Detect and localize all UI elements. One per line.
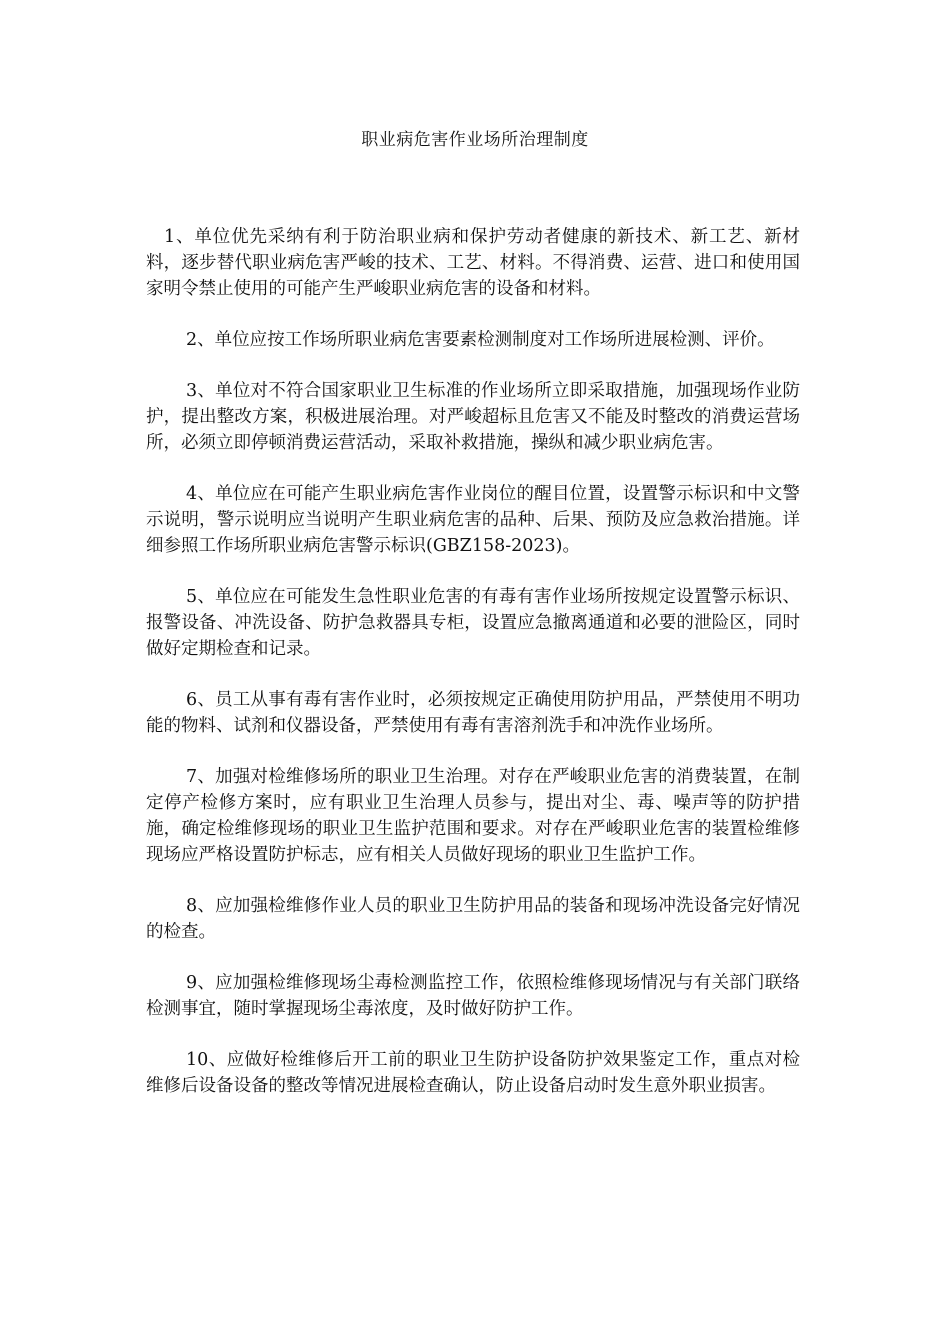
paragraph-10: 10、应做好检维修后开工前的职业卫生防护设备防护效果鉴定工作，重点对检维修后设备设备的整改等情况进展检查确认，防止设备启动时发生意外职业损害。 bbox=[146, 1050, 800, 1096]
paragraph-1: 1、单位优先采纳有利于防治职业病和保护劳动者健康的新技术、新工艺、新材料，逐步替代职业病危害严峻的技术、工艺、材料。不得消费、运营、进口和使用国家明令禁止使用的可能产生严峻职业病危害的设备和材料。 bbox=[146, 227, 800, 299]
document-title: 职业病危害作业场所治理制度 bbox=[361, 130, 589, 150]
paragraph-6: 6、员工从事有毒有害作业时，必须按规定正确使用防护用品，严禁使用不明功能的物料、试剂和仪器设备，严禁使用有毒有害溶剂洗手和冲洗作业场所。 bbox=[146, 690, 800, 736]
paragraph-4: 4、单位应在可能产生职业病危害作业岗位的醒目位置，设置警示标识和中文警示说明，警示说明应当说明产生职业病危害的品种、后果、预防及应急救治措施。详细参照工作场所职业病危害警示标识(GBZ158-2023)。 bbox=[146, 484, 800, 556]
document-body bbox=[146, 224, 800, 1124]
paragraph-8: 8、应加强检维修作业人员的职业卫生防护用品的装备和现场冲洗设备完好情况的检查。 bbox=[146, 896, 800, 942]
paragraph-9: 9、应加强检维修现场尘毒检测监控工作，依照检维修现场情况与有关部门联络检测事宜，随时掌握现场尘毒浓度，及时做好防护工作。 bbox=[146, 973, 800, 1019]
paragraph-7: 7、加强对检维修场所的职业卫生治理。对存在严峻职业危害的消费装置，在制定停产检修方案时，应有职业卫生治理人员参与，提出对尘、毒、噪声等的防护措施，确定检维修现场的职业卫生监护范围和要求。对存在严峻职业危害的装置检维修现场应严格设置防护标志，应有相关人员做好现场的职业卫生监护工作。 bbox=[146, 767, 800, 865]
paragraph-5: 5、单位应在可能发生急性职业危害的有毒有害作业场所按规定设置警示标识、报警设备、冲洗设备、防护急救器具专柜，设置应急撤离通道和必要的泄险区，同时做好定期检查和记录。 bbox=[146, 587, 800, 659]
paragraph-3: 3、单位对不符合国家职业卫生标准的作业场所立即采取措施，加强现场作业防护，提出整改方案，积极进展治理。对严峻超标且危害又不能及时整改的消费运营场所，必须立即停顿消费运营活动，采取补救措施，操纵和减少职业病危害。 bbox=[146, 381, 800, 453]
paragraph-2: 2、单位应按工作场所职业病危害要素检测制度对工作场所进展检测、评价。 bbox=[186, 330, 775, 350]
